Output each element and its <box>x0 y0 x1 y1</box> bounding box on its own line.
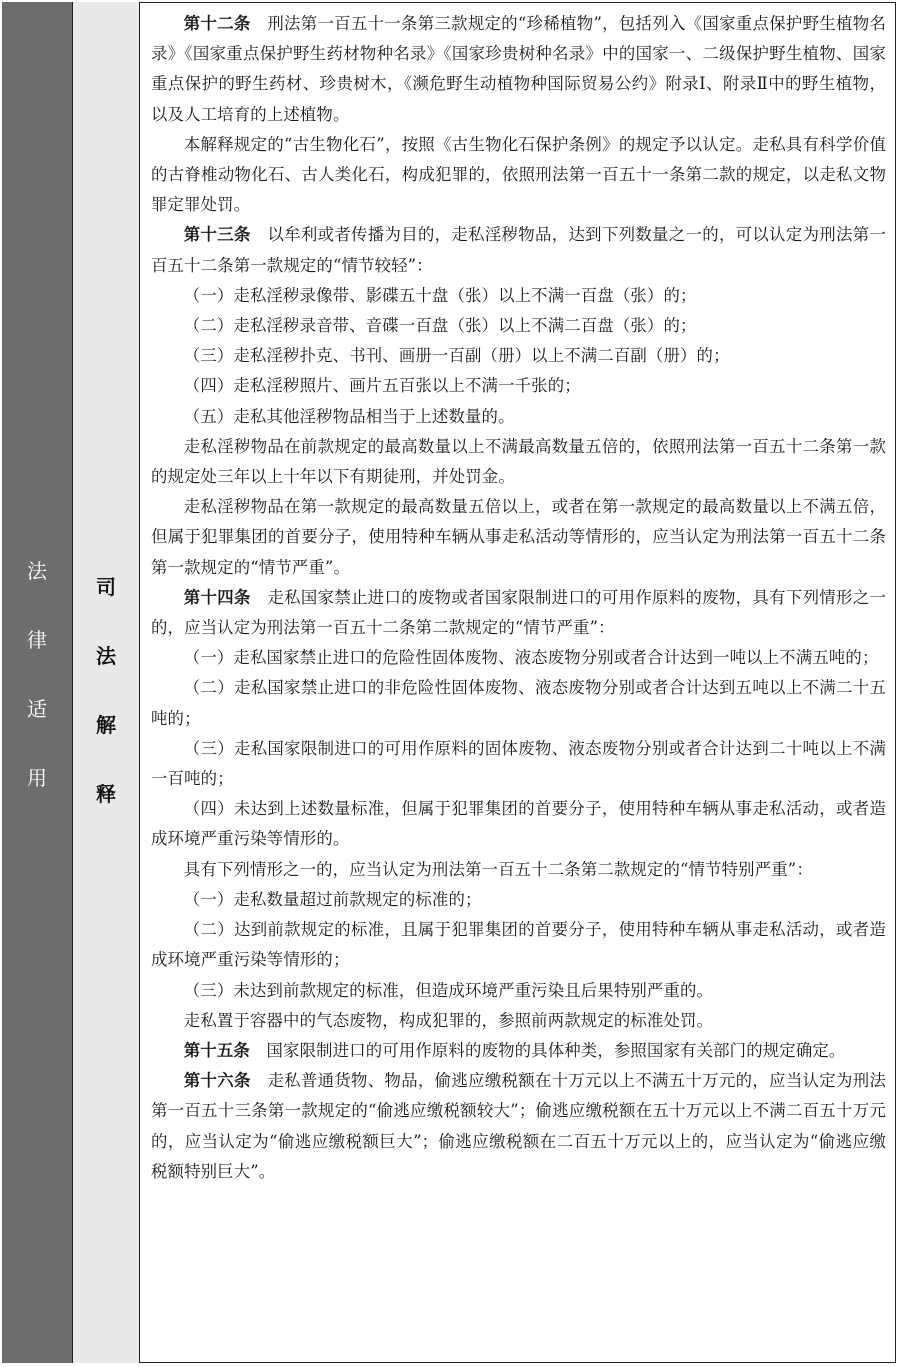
article-text: 走私淫秽物品在前款规定的最高数量以上不满最高数量五倍的，依照刑法第一百五十二条第一款的规定处三年以上十年以下有期徒刑，并处罚金。 <box>151 436 886 487</box>
article-paragraph <box>151 341 886 371</box>
article-text: （二）走私淫秽录音带、音碟一百盘（张）以上不满二百盘（张）的； <box>183 316 697 336</box>
article-text: 走私国家禁止进口的废物或者国家限制进口的可用作原料的废物，具有下列情形之一的，应当认定为刑法第一百五十二条第二款规定的“情节严重”： <box>151 587 886 638</box>
article-paragraph <box>151 734 886 794</box>
article-text: （一）走私数量超过前款规定的标准的； <box>183 889 482 909</box>
article-paragraph <box>151 1036 886 1066</box>
article-text: 走私淫秽物品在第一款规定的最高数量五倍以上，或者在第一款规定的最高数量以上不满五倍，但属于犯罪集团的首要分子，使用特种车辆从事走私活动等情形的，应当认定为刑法第一百五十二条第一款规定的“情节严重”。 <box>151 497 886 577</box>
category-char: 适 <box>27 697 47 721</box>
article-paragraph <box>151 311 886 341</box>
article-paragraph <box>151 885 886 915</box>
article-paragraph <box>151 371 886 401</box>
article-heading: 第十六条 <box>183 1071 251 1091</box>
article-text: （一）走私淫秽录像带、影碟五十盘（张）以上不满一百盘（张）的； <box>183 285 697 305</box>
article-paragraph <box>151 492 886 583</box>
category-char: 用 <box>27 766 47 790</box>
article-paragraph <box>151 432 886 492</box>
article-text: （三）走私国家限制进口的可用作原料的固体废物、液态废物分别或者合计达到二十吨以上不满一百吨的； <box>151 738 886 789</box>
article-text: （一）走私国家禁止进口的危险性固体废物、液态废物分别或者合计达到一吨以上不满五吨的； <box>183 648 879 668</box>
article-text: （二）走私国家禁止进口的非危险性固体废物、液态废物分别或者合计达到五吨以上不满二十五吨的； <box>151 678 886 728</box>
article-paragraph <box>151 1006 886 1036</box>
subcategory-char: 司 <box>96 575 116 599</box>
category-char: 律 <box>27 628 47 652</box>
subcategory-char: 解 <box>96 713 116 737</box>
category-column <box>2 2 73 1363</box>
article-text: （三）走私淫秽扑克、书刊、画册一百副（册）以上不满二百副（册）的； <box>183 346 730 366</box>
article-paragraph <box>151 915 886 975</box>
article-paragraph <box>151 976 886 1006</box>
article-text: （四）未达到上述数量标准，但属于犯罪集团的首要分子，使用特种车辆从事走私活动，或者造成环境严重污染等情形的。 <box>151 799 886 849</box>
article-heading: 第十五条 <box>183 1040 250 1060</box>
article-text: （二）达到前款规定的标准，且属于犯罪集团的首要分子，使用特种车辆从事走私活动，或者造成环境严重污染等情形的； <box>151 920 886 970</box>
article-paragraph <box>151 794 886 854</box>
article-text: 具有下列情形之一的，应当认定为刑法第一百五十二条第二款规定的“情节特别严重”： <box>183 859 813 879</box>
article-text: 刑法第一百五十一条第三款规定的“珍稀植物”，包括列入《国家重点保护野生植物名录》《国家重点保护野生药材物种名录》《国家珍贵树种名录》中的国家一、二级保护野生植物、国家重点保护的野生药材、珍贵树木，《濒危野生动植物种国际贸易公约》附录Ⅰ、附录Ⅱ中的野生植物，以及人工培育的上述植物。 <box>151 14 886 124</box>
article-paragraph <box>151 643 886 673</box>
article-text: 走私普通货物、物品，偷逃应缴税额在十万元以上不满五十万元的，应当认定为刑法第一百五十三条第一款规定的“偷逃应缴税额较大”；偷逃应缴税额在五十万元以上不满二百五十万元的，应当认定为“偷逃应缴税额巨大”；偷逃应缴税额在二百五十万元以上的，应当认定为“偷逃应缴税额特别巨大”。 <box>151 1071 886 1181</box>
article-heading: 第十三条 <box>183 225 251 245</box>
article-paragraph <box>151 583 886 643</box>
subcategory-column <box>73 2 140 1363</box>
category-label <box>2 537 72 813</box>
article-paragraph <box>151 9 886 130</box>
category-char: 法 <box>27 559 47 583</box>
article-paragraph <box>151 402 886 432</box>
article-text: （三）未达到前款规定的标准，但造成环境严重污染且后果特别严重的。 <box>183 980 714 1000</box>
article-body <box>151 9 886 1187</box>
article-heading: 第十二条 <box>183 14 251 33</box>
article-text: （五）走私其他淫秽物品相当于上述数量的。 <box>183 406 515 426</box>
article-text: （四）走私淫秽照片、画片五百张以上不满一千张的； <box>183 376 581 396</box>
article-heading: 第十四条 <box>183 587 251 607</box>
article-paragraph <box>151 130 886 221</box>
article-text: 本解释规定的“古生物化石”，按照《古生物化石保护条例》的规定予以认定。走私具有科学价值的古脊椎动物化石、古人类化石，构成犯罪的，依照刑法第一百五十一条第二款的规定，以走私文物罪定罪处罚。 <box>151 134 886 215</box>
subcategory-char: 法 <box>96 644 116 668</box>
article-paragraph <box>151 220 886 280</box>
article-paragraph <box>151 855 886 885</box>
article-text: 走私置于容器中的气态废物，构成犯罪的，参照前两款规定的标准处罚。 <box>183 1010 714 1030</box>
article-text: 国家限制进口的可用作原料的废物的具体种类，参照国家有关部门的规定确定。 <box>266 1040 846 1060</box>
article-paragraph <box>151 673 886 733</box>
article-paragraph <box>151 1066 886 1187</box>
subcategory-label <box>73 553 139 829</box>
article-paragraph <box>151 281 886 311</box>
subcategory-char: 释 <box>96 782 116 806</box>
article-text: 以牟利或者传播为目的，走私淫秽物品，达到下列数量之一的，可以认定为刑法第一百五十二条第一款规定的“情节较轻”： <box>151 225 886 275</box>
